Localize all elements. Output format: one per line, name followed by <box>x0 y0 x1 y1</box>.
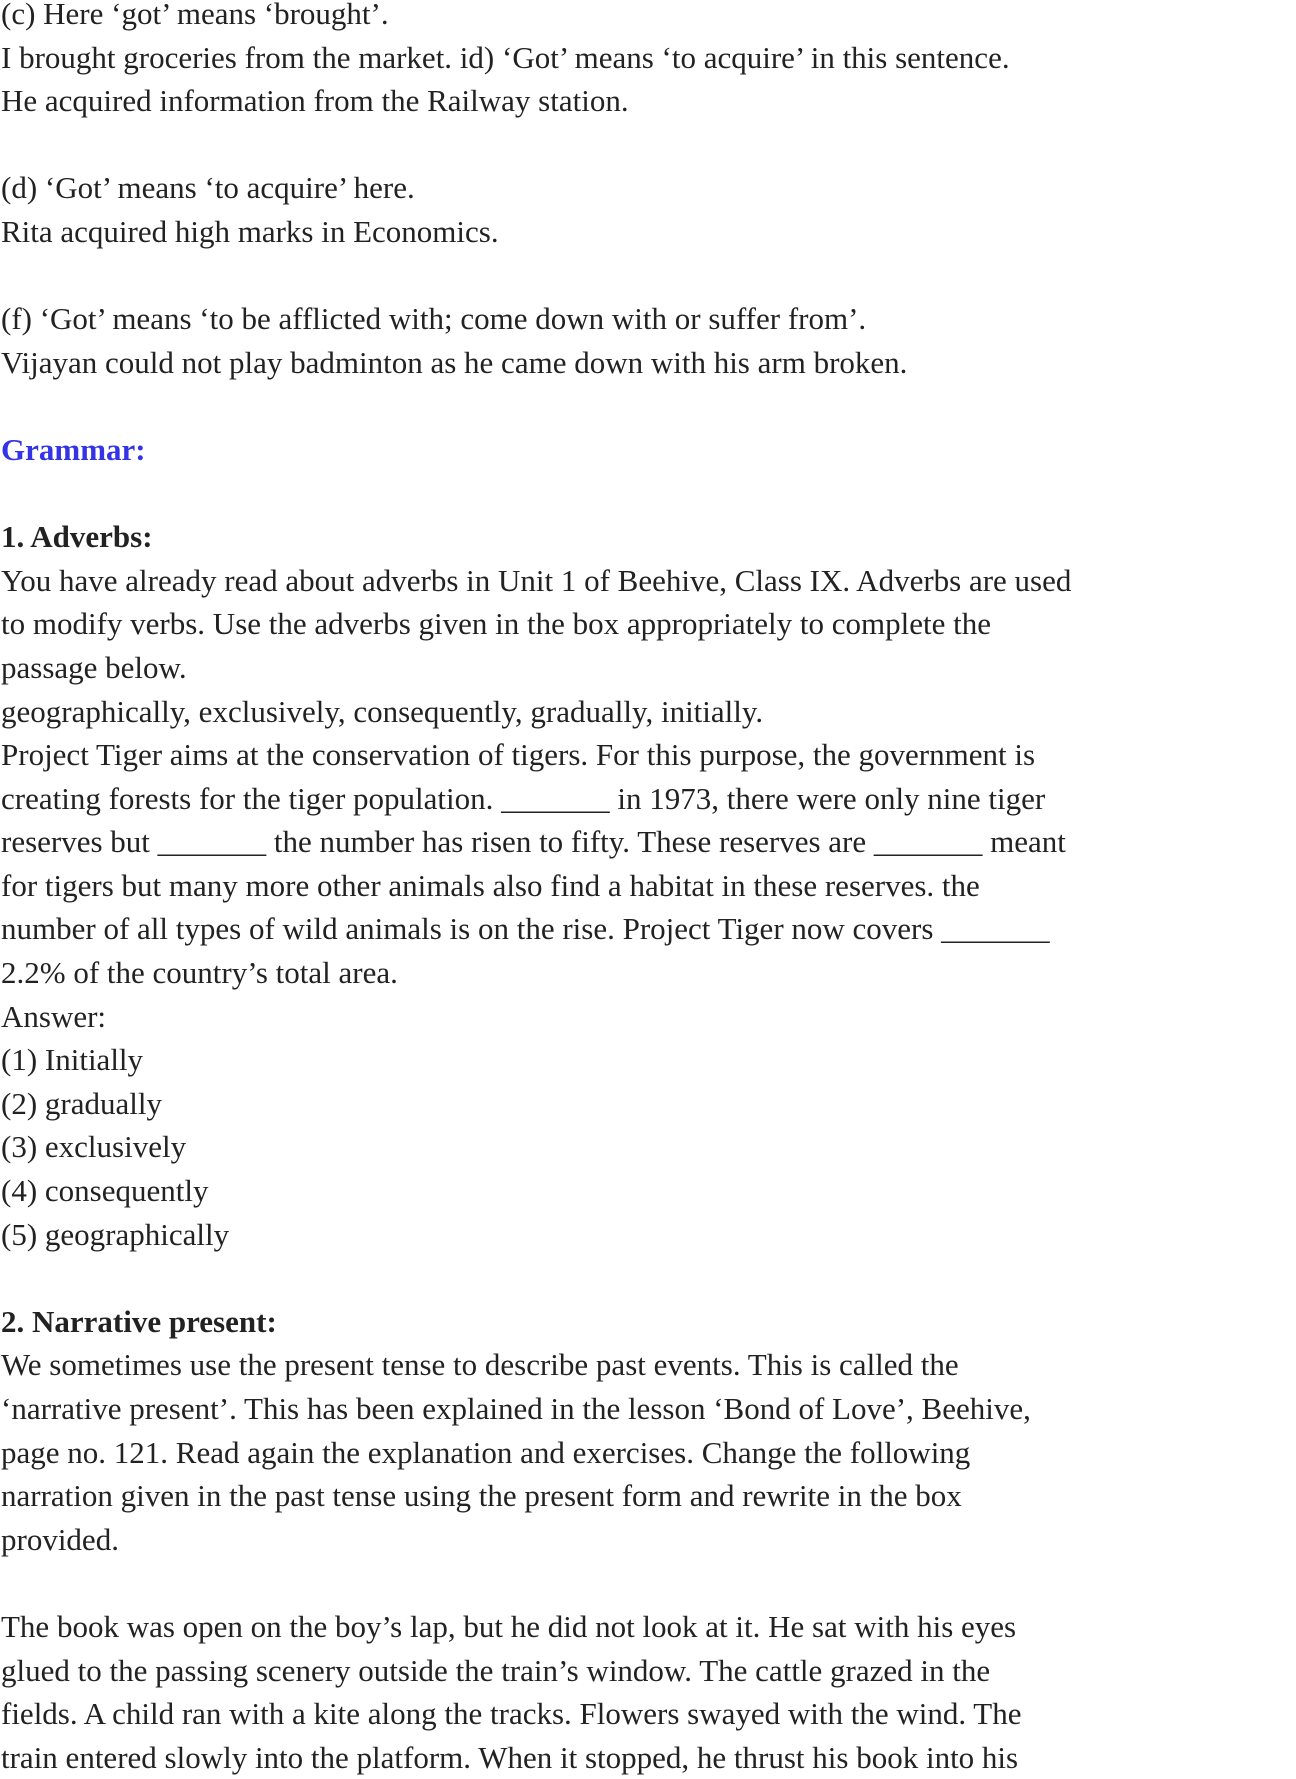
text-line: (4) consequently <box>1 1173 209 1209</box>
section-heading: Grammar: <box>1 431 146 467</box>
text-line: train entered slowly into the platform. When it stopped, he thrust his book into his <box>1 1739 1019 1775</box>
subsection-heading: 2. Narrative present: <box>1 1303 277 1339</box>
text-line: narration given in the past tense using the present form and rewrite in the box <box>1 1478 962 1514</box>
subsection-heading: 1. Adverbs: <box>1 519 153 555</box>
text-line: for tigers but many more other animals also find a habitat in these reserves. the <box>1 867 980 903</box>
text-line: provided. <box>1 1521 119 1557</box>
blank-line <box>1 472 1071 516</box>
text-line: (d) ‘Got’ means ‘to acquire’ here. <box>1 170 415 206</box>
text-line: (3) exclusively <box>1 1129 187 1165</box>
text-line: You have already read about adverbs in Unit 1 of Beehive, Class IX. Adverbs are used <box>1 562 1072 598</box>
blank-line <box>1 254 1071 298</box>
text-line: fields. A child ran with a kite along the tracks. Flowers swayed with the wind. The <box>1 1696 1022 1732</box>
text-line: number of all types of wild animals is on the rise. Project Tiger now covers _______ <box>1 911 1050 947</box>
text-line: Vijayan could not play badminton as he came down with his arm broken. <box>1 344 908 380</box>
text-line: ‘narrative present’. This has been explained in the lesson ‘Bond of Love’, Beehive, <box>1 1391 1031 1426</box>
text-line: glued to the passing scenery outside the train’s window. The cattle grazed in the <box>1 1652 991 1688</box>
text-line: Rita acquired high marks in Economics. <box>1 213 499 249</box>
text-line: He acquired information from the Railway station. <box>1 83 629 119</box>
blank-line <box>1 123 1071 167</box>
blank-line <box>1 1256 1071 1300</box>
text-line: passage below. <box>1 649 187 685</box>
blank-line <box>1 384 1071 428</box>
text-line: The book was open on the boy’s lap, but he did not look at it. He sat with his eyes <box>1 1608 1017 1644</box>
text-line: creating forests for the tiger population. _______ in 1973, there were only nine tiger <box>1 780 1046 816</box>
text-line: Answer: <box>1 998 107 1034</box>
text-line: page no. 121. Read again the explanation and exercises. Change the following <box>1 1434 971 1470</box>
blank-line <box>1 1561 1071 1605</box>
text-line: 2.2% of the country’s total area. <box>1 955 398 991</box>
text-line: I brought groceries from the market. id) ‘Got’ means ‘to acquire’ in this sentence. <box>1 39 1010 75</box>
text-line: (2) gradually <box>1 1085 162 1121</box>
text-line: to modify verbs. Use the adverbs given in the box appropriately to complete the <box>1 606 992 642</box>
text-line: reserves but _______ the number has risen to fifty. These reserves are _______ meant <box>1 824 1066 860</box>
text-line: geographically, exclusively, consequently, gradually, initially. <box>1 693 764 729</box>
document-body <box>1 0 1071 1779</box>
text-line: (f) ‘Got’ means ‘to be afflicted with; come down with or suffer from’. <box>1 301 867 337</box>
text-line: (5) geographically <box>1 1216 230 1252</box>
text-line: (1) Initially <box>1 1042 144 1078</box>
text-line: (c) Here ‘got’ means ‘brought’. <box>1 0 389 31</box>
text-line: Project Tiger aims at the conservation of tigers. For this purpose, the government is <box>1 737 1036 773</box>
text-line: We sometimes use the present tense to describe past events. This is called the <box>1 1347 959 1383</box>
